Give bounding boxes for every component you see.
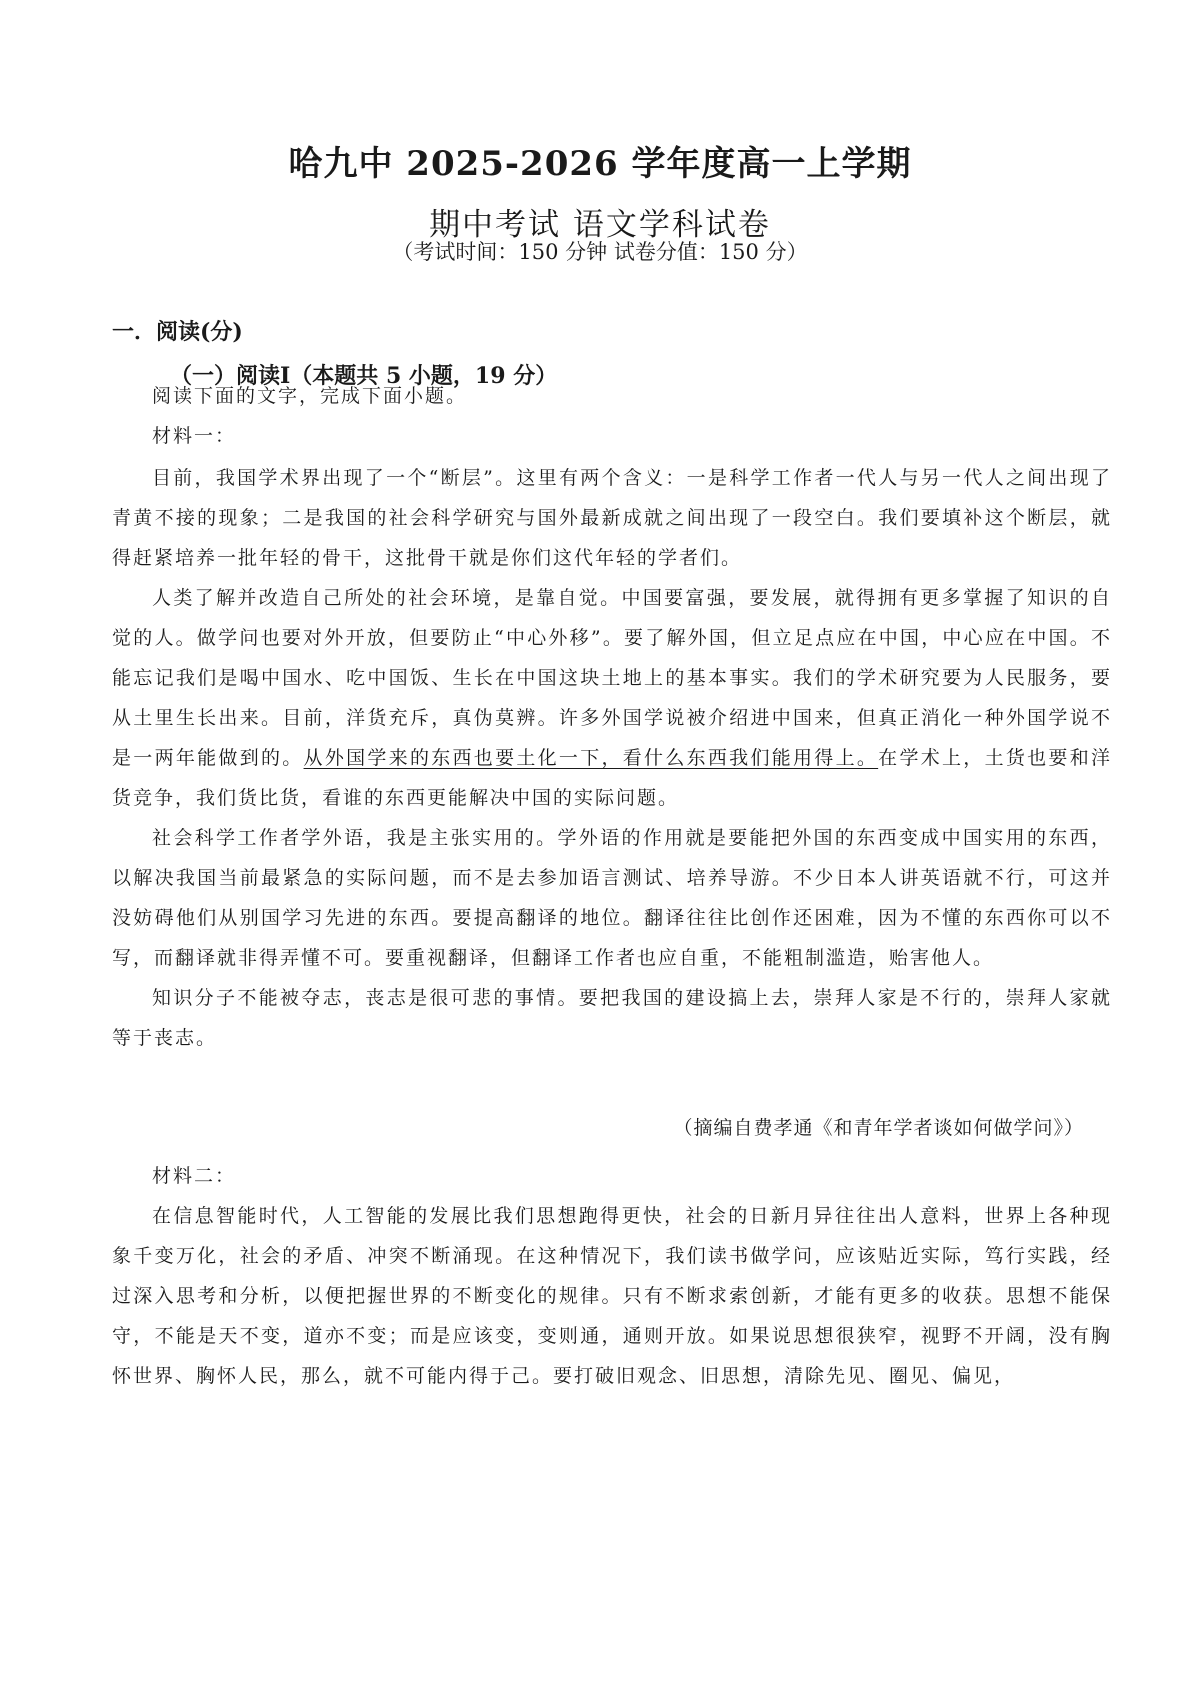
material-two-label: 材料二： <box>152 1165 237 1187</box>
material-one-label: 材料一： <box>152 425 237 447</box>
instruction-block <box>112 376 1112 456</box>
paragraph-2-text-a: 人类了解并改造自己所处的社会环境，是靠自觉。中国要富强，要发展，就得拥有更多掌握了知识的自觉的人。做学问也要对外开放，但要防止“中心外移”。要了解外国，但立足点应在中国，中心应在中国。不能忘记我们是喝中国水、吃中国饭、生长在中国这块土地上的基本事实。我们的学术研究要为人民服务，要从土里生长出来。目前，洋货充斥，真伪莫辨。许多外国学说被介绍进中国来，但真正消化一种外国学说不是一两年能做到的。 <box>112 587 1112 769</box>
subsection-heading: （一）阅读I（本题共 5 小题，19 分） <box>170 363 558 389</box>
instruction-text: 阅读下面的文字，完成下面小题。 <box>152 385 468 407</box>
material-one <box>112 458 1112 1058</box>
material-two-paragraph-1: 在信息智能时代，人工智能的发展比我们思想跑得更快，社会的日新月异往往出人意料，世界上各种现象千变万化，社会的矛盾、冲突不断涌现。在这种情况下，我们读书做学问，应该贴近实际，笃行实践，经过深入思考和分析，以便把握世界的不断变化的规律。只有不断求索创新，才能有更多的收获。思想不能保守，不能是天不变，道亦不变；而是应该变，变则通，通则开放。如果说思想很狭窄，视野不开阔，没有胸怀世界、胸怀人民，那么，就不可能内得于己。要打破旧观念、旧思想，清除先见、圈见、偏见， <box>112 1205 1112 1387</box>
paragraph-2-text-b: 在学术上，土货也要和洋货竞争，我们货比货，看谁的东西更能解决中国的实际问题。 <box>112 747 1112 809</box>
exam-subtitle: 期中考试 语文学科试卷 <box>429 207 771 243</box>
underlined-sentence: 从外国学来的东西也要土化一下，看什么东西我们能用得上。 <box>303 747 879 769</box>
material-one-source: （摘编自费孝通《和青年学者谈如何做学问》） <box>673 1117 1084 1139</box>
material-one-paragraph-2 <box>112 578 1112 818</box>
material-two <box>112 1156 1112 1396</box>
exam-info: （考试时间：150 分钟 试卷分值：150 分） <box>392 240 808 264</box>
material-one-paragraph-1: 目前，我国学术界出现了一个“断层”。这里有两个含义：一是科学工作者一代人与另一代人之间出现了青黄不接的现象；二是我国的社会科学研究与国外最新成就之间出现了一段空白。我们要填补这个断层，就得赶紧培养一批年轻的骨干，这批骨干就是你们这代年轻的学者们。 <box>112 467 1112 569</box>
exam-title: 哈九中 2025-2026 学年度高一上学期 <box>288 144 912 184</box>
material-one-paragraph-4: 知识分子不能被夺志，丧志是很可悲的事情。要把我国的建设搞上去，崇拜人家是不行的，崇拜人家就等于丧志。 <box>112 987 1112 1049</box>
material-one-paragraph-3: 社会科学工作者学外语，我是主张实用的。学外语的作用就是要能把外国的东西变成中国实用的东西，以解决我国当前最紧急的实际问题，而不是去参加语言测试、培养导游。不少日本人讲英语就不行，可这并没妨碍他们从别国学习先进的东西。要提高翻译的地位。翻译往往比创作还困难，因为不懂的东西你可以不写，而翻译就非得弄懂不可。要重视翻译，但翻译工作者也应自重，不能粗制滥造，贻害他人。 <box>112 827 1112 969</box>
section-heading: 一．阅读(分) <box>112 319 243 345</box>
